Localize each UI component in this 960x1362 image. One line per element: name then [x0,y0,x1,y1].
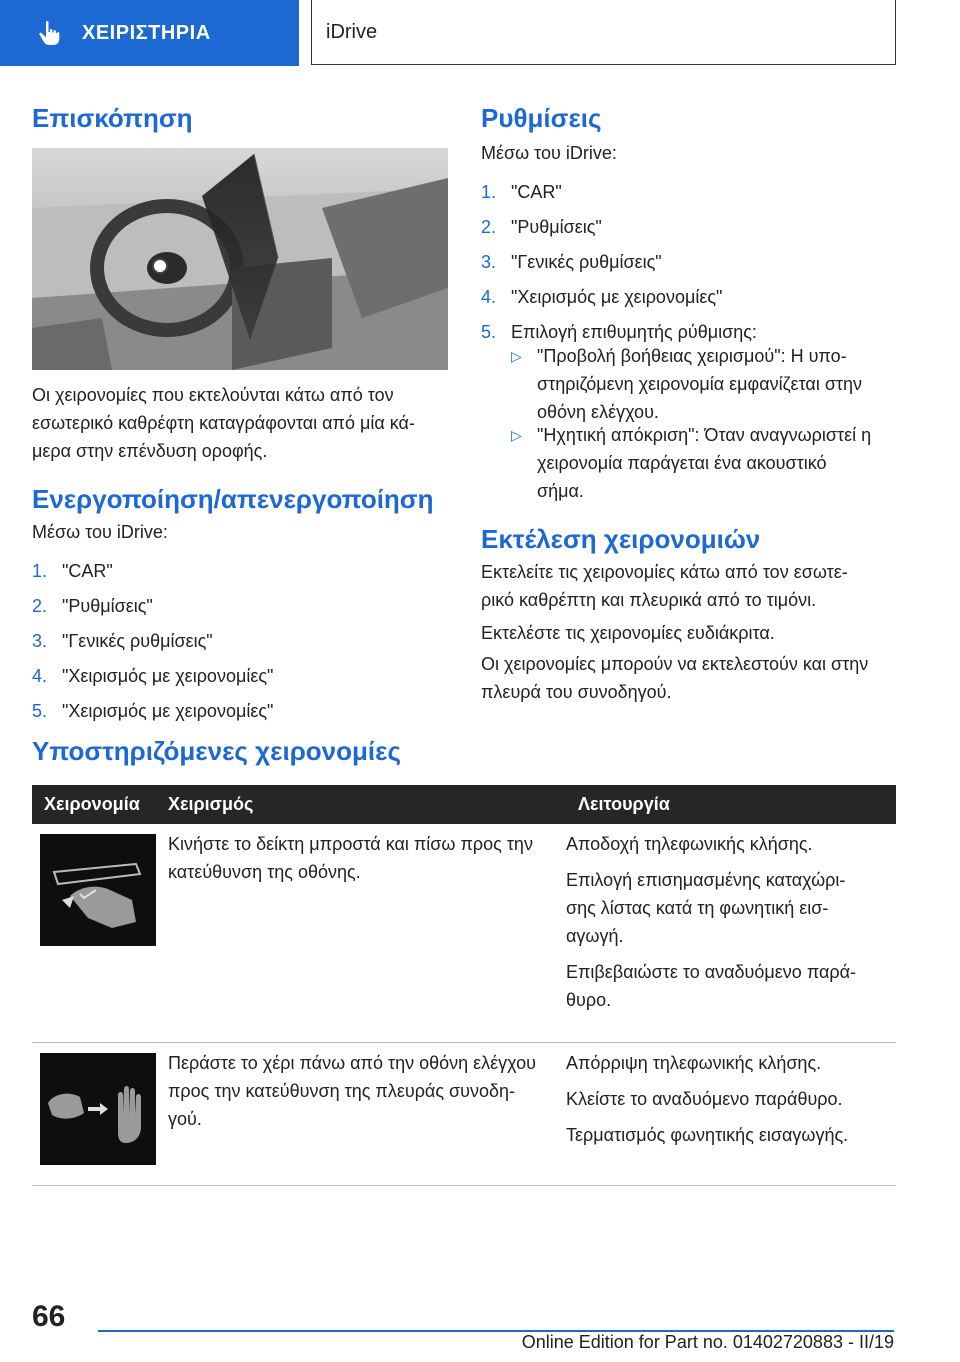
option-line: σήμα. [537,481,584,501]
step-text: "CAR" [62,561,113,581]
function-line: Απόρριψη τηλεφωνικής κλήσης. [566,1052,822,1073]
column-header: Λειτουργία [566,785,896,824]
action-line: κατεύθυνση της οθόνης. [168,862,361,882]
activation-intro: Μέσω του iDrive: [32,522,168,542]
settings-step [481,213,757,248]
gestures-table [32,785,896,1186]
action-line: προς την κατεύθυνση της πλευράς συνοδη- [168,1080,516,1101]
option-line: οθόνη ελέγχου. [537,402,659,422]
supported-gestures-heading: Υποστηριζόμενες χειρονομίες [32,736,402,766]
settings-option-audio-feedback [511,421,872,505]
step-number: 1. [32,561,48,581]
settings-step [481,178,757,213]
function-line: Επιλογή επισημασμένης καταχώρι- [566,870,846,890]
swipe-hand-gesture-icon [40,1053,156,1165]
function-line: Αποδοχή τηλεφωνικής κλήσης. [566,834,813,854]
paragraph-line: ρικό καθρέπτη και πλευρικά από το τιμόνι. [481,590,817,610]
activation-step [32,627,273,662]
execute-paragraph-1 [481,558,848,614]
option-line: χειρονομία παράγεται ένα ακουστικό [537,453,827,473]
activation-step [32,592,273,627]
car-interior-camera-icon [32,148,448,370]
section-tab [0,0,299,66]
activation-step [32,697,273,732]
action-cell [156,1042,566,1185]
settings-step [481,283,757,318]
column-header: Χειρισμός [156,785,566,824]
settings-heading: Ρυθμίσεις [481,103,602,133]
function-line: Επιβεβαιώστε το αναδυόμενο παρά- [566,962,857,982]
overview-line-2: εσωτερικό καθρέφτη καταγράφονται από μία κά- [32,413,415,433]
function-line: θυρο. [566,990,612,1010]
step-text: "Γενικές ρυθμίσεις" [62,631,213,651]
step-text: "Ρυθμίσεις" [62,596,153,616]
activation-step [32,662,273,697]
step-number: 3. [32,631,48,651]
step-text: "CAR" [511,182,562,202]
function-line: αγωγή. [566,926,624,946]
function-line: Κλείστε το αναδυόμενο παράθυρο. [566,1088,843,1109]
step-number: 2. [32,596,48,616]
section-title: ΧΕΙΡΙΣΤΗΡΙΑ [82,21,211,44]
paragraph-line: Οι χειρονομίες μπορούν να εκτελεστούν και στην [481,654,869,674]
option-line: "Προβολή βοήθειας χειρισμού": Η υπο- [537,346,847,366]
activation-steps [32,557,273,732]
step-number: 4. [32,666,48,686]
step-text: Επιλογή επιθυμητής ρύθμισης: [511,322,757,342]
footer-edition: Online Edition for Part no. 01402720883 - II/19 [521,1332,894,1352]
step-number: 3. [481,252,497,272]
paragraph-line: πλευρά του συνοδηγού. [481,682,672,702]
settings-steps [481,178,757,353]
execute-paragraph-3 [481,650,868,706]
overview-line-3: μερα στην επένδυση οροφής. [32,441,268,461]
activation-step [32,557,273,592]
option-line: στηριζόμενη χειρονομία εμφανίζεται στην [537,374,863,394]
function-line: Τερματισμός φωνητικής εισαγωγής. [566,1124,849,1145]
table-header-row [32,785,896,824]
hand-pointer-icon [38,20,62,46]
activation-heading: Ενεργοποίηση/απενεργοποίηση [32,484,434,514]
step-text: "Χειρισμός με χειρονομίες" [62,666,274,686]
step-text: "Χειρισμός με χειρονομίες" [511,287,723,307]
function-cell [566,824,896,1042]
page-number: 66 [32,1300,66,1333]
step-number: 2. [481,217,497,237]
execute-paragraph-2 [481,619,775,647]
gesture-cell [32,824,156,1042]
triangle-bullet-icon: ▷ [511,427,522,443]
chapter-header [311,0,896,65]
overview-heading: Επισκόπηση [32,103,193,133]
overview-line-1: Οι χειρονομίες που εκτελούνται κάτω από τον [32,385,394,405]
step-number: 1. [481,182,497,202]
table-row [32,1042,896,1185]
option-line: "Ηχητική απόκριση": Όταν αναγνωριστεί η [537,425,872,445]
chapter-title: iDrive [326,20,378,43]
action-line: Κινήστε το δείκτη μπροστά και πίσω προς την [168,834,533,854]
step-number: 5. [32,701,48,721]
action-cell [156,824,566,1042]
settings-option-help-display [511,342,863,426]
step-number: 4. [481,287,497,307]
function-line: σης λίστας κατά τη φωνητική εισ- [566,898,829,918]
gesture-cell [32,1042,156,1185]
step-text: "Γενικές ρυθμίσεις" [511,252,662,272]
step-text: "Ρυθμίσεις" [511,217,602,237]
action-line: γού. [168,1108,202,1129]
triangle-bullet-icon: ▷ [511,348,522,364]
overview-text [32,381,415,465]
paragraph-line: Εκτελείτε τις χειρονομίες κάτω από τον εσωτε- [481,562,848,582]
paragraph-line: Εκτελέστε τις χειρονομίες ευδιάκριτα. [481,623,775,643]
action-line: Περάστε το χέρι πάνω από την οθόνη ελέγχου [168,1052,536,1073]
function-cell [566,1042,896,1185]
step-number: 5. [481,322,497,342]
settings-step [481,248,757,283]
step-text: "Χειρισμός με χειρονομίες" [62,701,274,721]
table-row [32,824,896,1042]
column-header: Χειρονομία [32,785,156,824]
execute-heading: Εκτέλεση χειρονομιών [481,524,761,554]
settings-intro: Μέσω του iDrive: [481,143,617,163]
point-forward-back-gesture-icon [40,834,156,946]
